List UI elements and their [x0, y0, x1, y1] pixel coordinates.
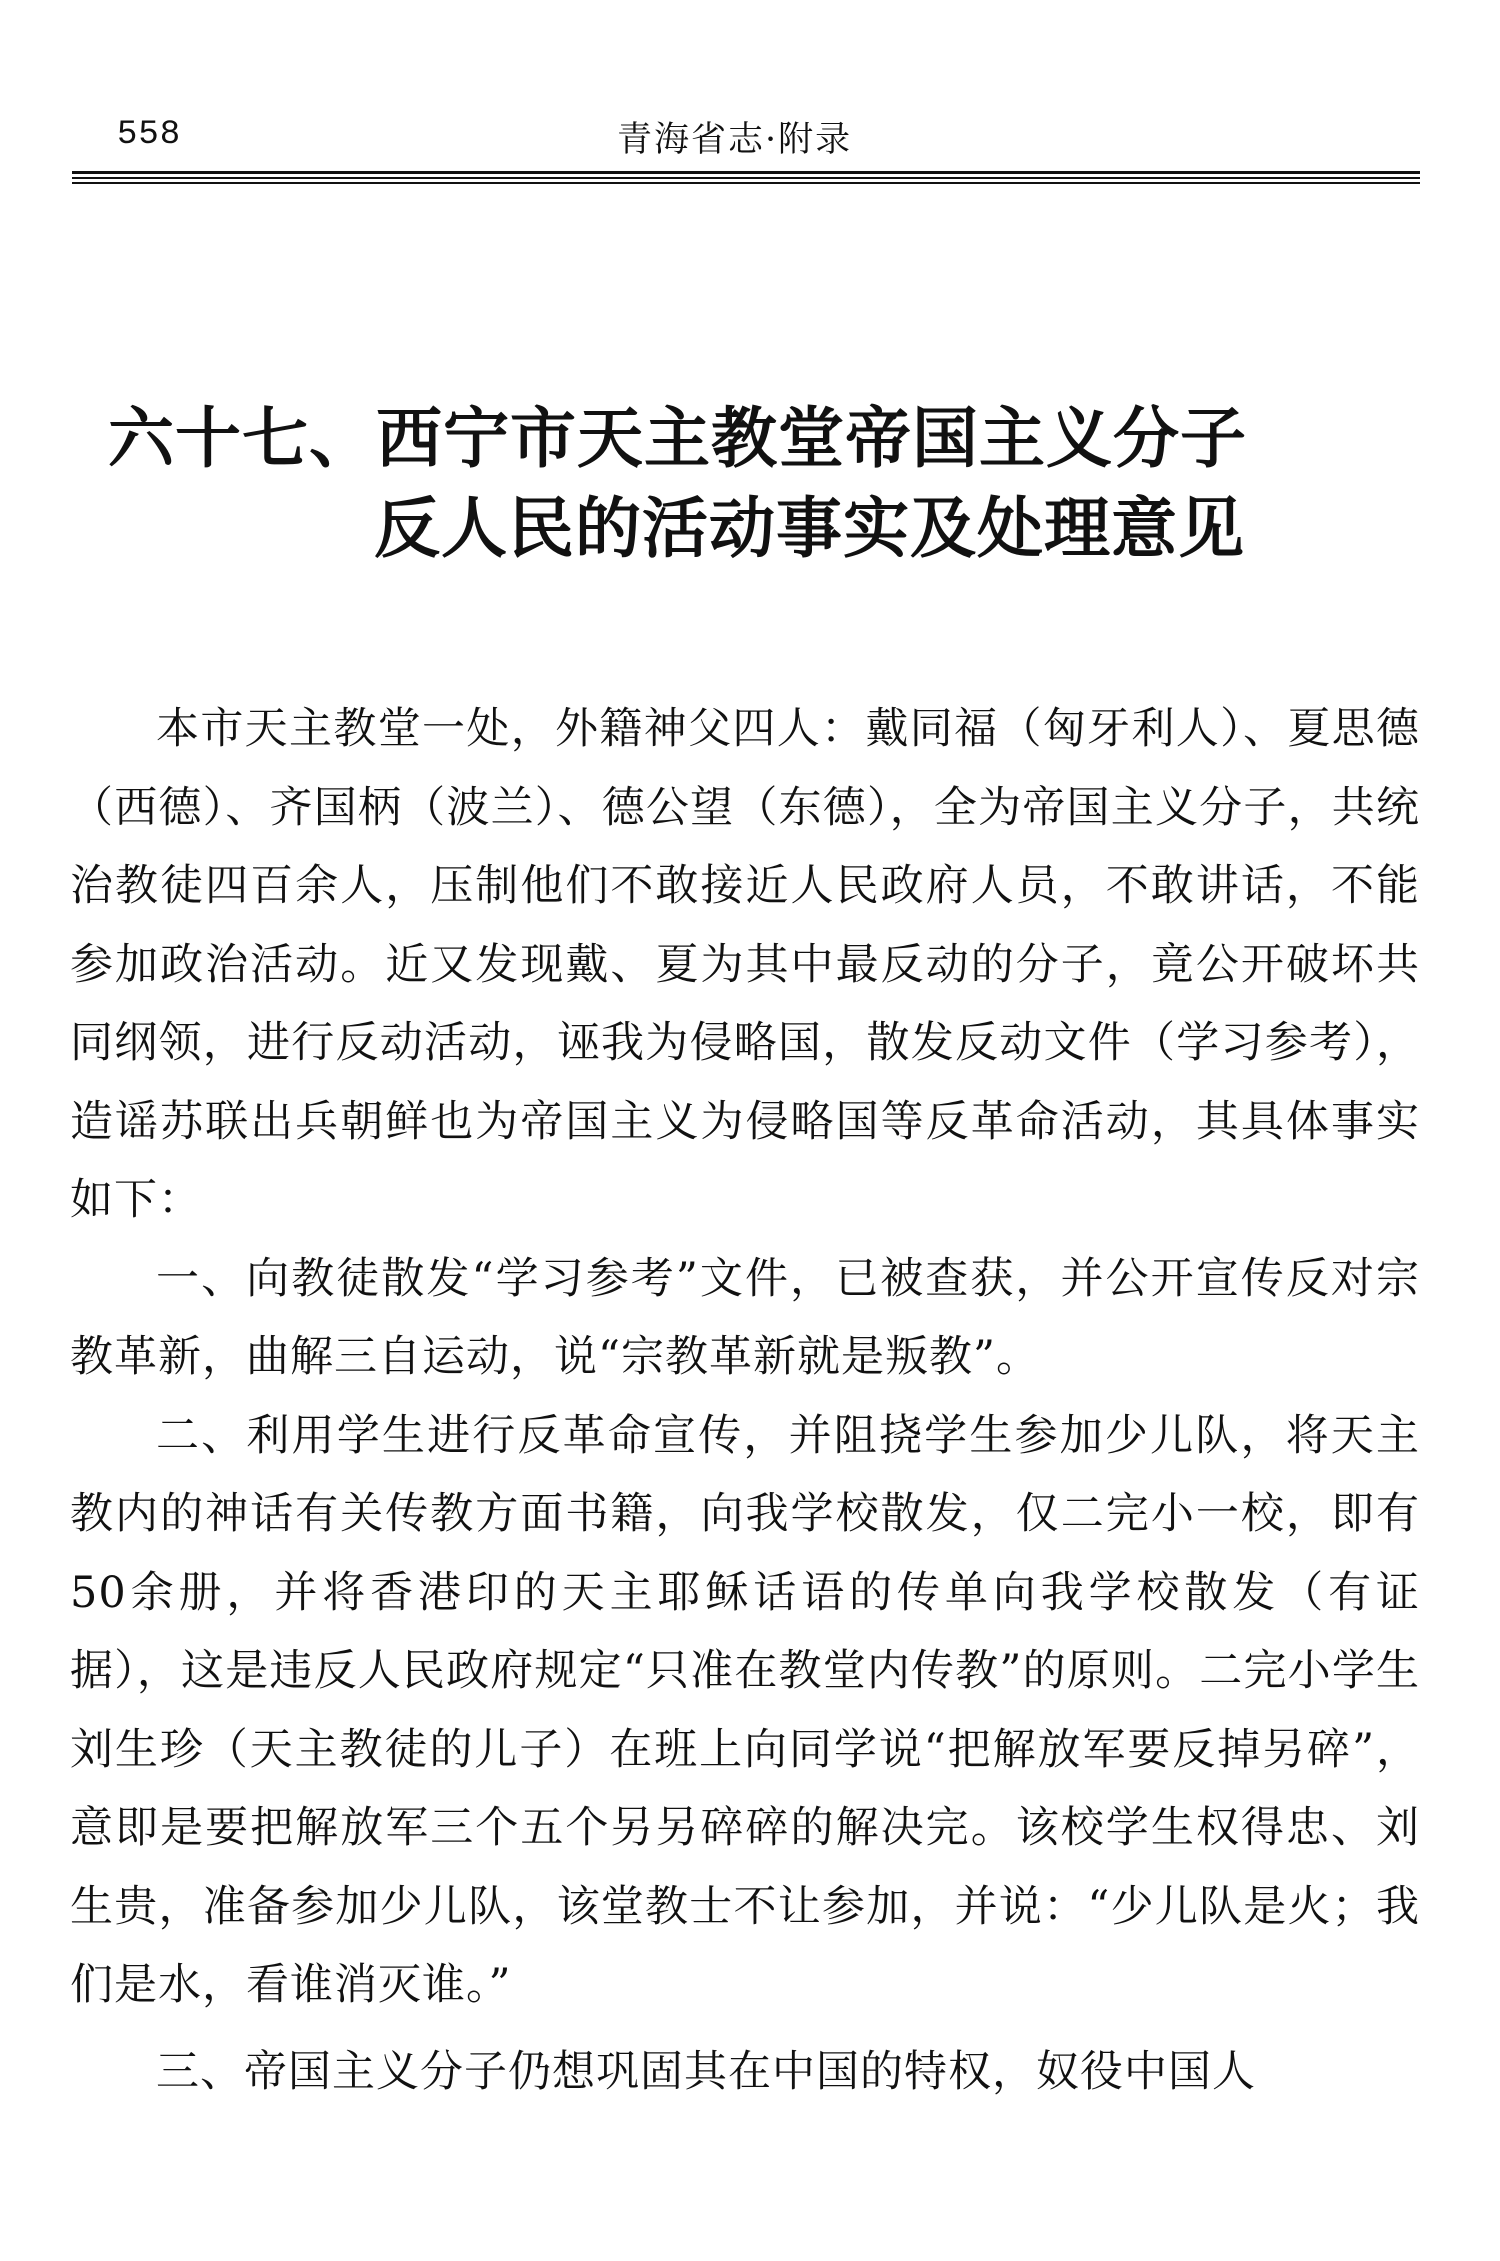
- paragraph-item-2: 二、利用学生进行反革命宣传，并阻挠学生参加少儿队，将天主教内的神话有关传教方面书籍，向我学校散发，仅二完小一校，即有50余册，并将香港印的天主耶稣话语的传单向我学校散发（有证据），这是违反人民政府规定“只准在教堂内传教”的原则。二完小学生刘生珍（天主教徒的儿子）在班上向同学说“把解放军要反掉另碎”，意即是要把解放军三个五个另另碎碎的解决完。该校学生权得忠、刘生贵，准备参加少儿队，该堂教士不让参加，并说：“少儿队是火；我们是水，看谁消灭谁。”: [70, 1410, 1420, 2010]
- paragraph-item-1: 一、向教徒散发“学习参考”文件，已被查获，并公开宣传反对宗教革新，曲解三自运动，说“宗教革新就是叛教”。: [70, 1253, 1420, 1382]
- article-body: [70, 690, 1420, 2111]
- paragraph-intro: 本市天主教堂一处，外籍神父四人：戴同福（匈牙利人）、夏思德（西德）、齐国柄（波兰）、德公望（东德），全为帝国主义分子，共统治教徒四百余人，压制他们不敢接近人民政府人员，不敢讲话，不能参加政治活动。近又发现戴、夏为其中最反动的分子，竟公开破坏共同纲领，进行反动活动，诬我为侵略国，散发反动文件（学习参考），造谣苏联出兵朝鲜也为帝国主义为侵略国等反革命活动，其具体事实如下：: [70, 704, 1420, 1225]
- paragraph-item-3: 三、帝国主义分子仍想巩固其在中国的特权，奴役中国人: [156, 2046, 1256, 2097]
- page-header: [72, 110, 1420, 160]
- header-rule-middle: [72, 177, 1420, 179]
- header-rule-top: [72, 171, 1420, 174]
- article-title-line-1: 六十七、西宁市天主教堂帝国主义分子: [108, 400, 1247, 478]
- article-title: [108, 394, 1428, 574]
- header-rule-bottom: [72, 182, 1420, 184]
- page-number: 558: [117, 116, 182, 154]
- article-title-line-2: 反人民的活动事实及处理意见: [374, 490, 1245, 568]
- running-title: 青海省志·附录: [617, 120, 853, 160]
